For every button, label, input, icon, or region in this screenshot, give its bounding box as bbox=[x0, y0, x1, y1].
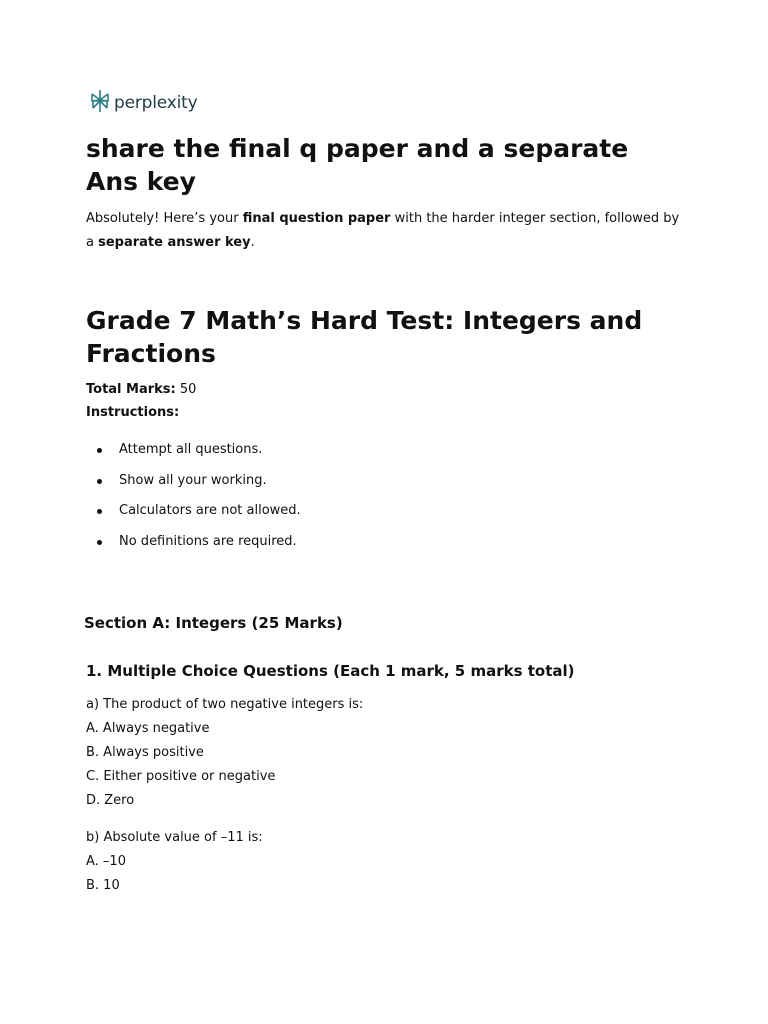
answer-option: B. Always positive bbox=[86, 745, 204, 760]
question-stem: b) Absolute value of –11 is: bbox=[86, 830, 263, 845]
instructions-heading bbox=[86, 401, 196, 424]
answer-option: B. 10 bbox=[86, 878, 120, 893]
query-title: share the final q paper and a separate Ans key bbox=[86, 134, 629, 196]
question-a bbox=[86, 693, 363, 813]
list-item: Calculators are not allowed. bbox=[86, 501, 301, 532]
list-item: No definitions are required. bbox=[86, 532, 301, 563]
total-marks-value: 50 bbox=[175, 382, 197, 397]
intro-part: Absolutely! Here’s your bbox=[86, 211, 243, 226]
question-stem: a) The product of two negative integers is: bbox=[86, 697, 364, 712]
instructions-label: Instructions: bbox=[86, 405, 180, 420]
perplexity-logo-icon bbox=[90, 89, 110, 117]
intro-part: with the harder integer section, followed by a bbox=[86, 211, 680, 250]
paper-meta bbox=[86, 378, 196, 424]
intro-part: . bbox=[250, 235, 255, 250]
list-item: Show all your working. bbox=[86, 471, 301, 502]
paper-title: Grade 7 Math’s Hard Test: Integers and Fractions bbox=[86, 306, 643, 368]
intro-text bbox=[86, 207, 686, 255]
list-item: Attempt all questions. bbox=[86, 440, 301, 471]
intro-bold: separate answer key bbox=[98, 235, 251, 250]
answer-option: A. –10 bbox=[86, 854, 126, 869]
question-b bbox=[86, 826, 263, 898]
mcq-heading: 1. Multiple Choice Questions (Each 1 mark, 5 marks total) bbox=[86, 662, 575, 680]
brand-name: perplexity bbox=[114, 93, 198, 113]
section-a-heading: Section A: Integers (25 Marks) bbox=[84, 614, 343, 632]
intro-bold: final question paper bbox=[242, 211, 391, 226]
instructions-list bbox=[86, 440, 301, 562]
answer-option: C. Either positive or negative bbox=[86, 769, 276, 784]
answer-option: D. Zero bbox=[86, 793, 135, 808]
brand-logo bbox=[90, 90, 197, 116]
answer-option: A. Always negative bbox=[86, 721, 210, 736]
total-marks-label: Total Marks: bbox=[86, 382, 176, 397]
total-marks bbox=[86, 378, 196, 401]
